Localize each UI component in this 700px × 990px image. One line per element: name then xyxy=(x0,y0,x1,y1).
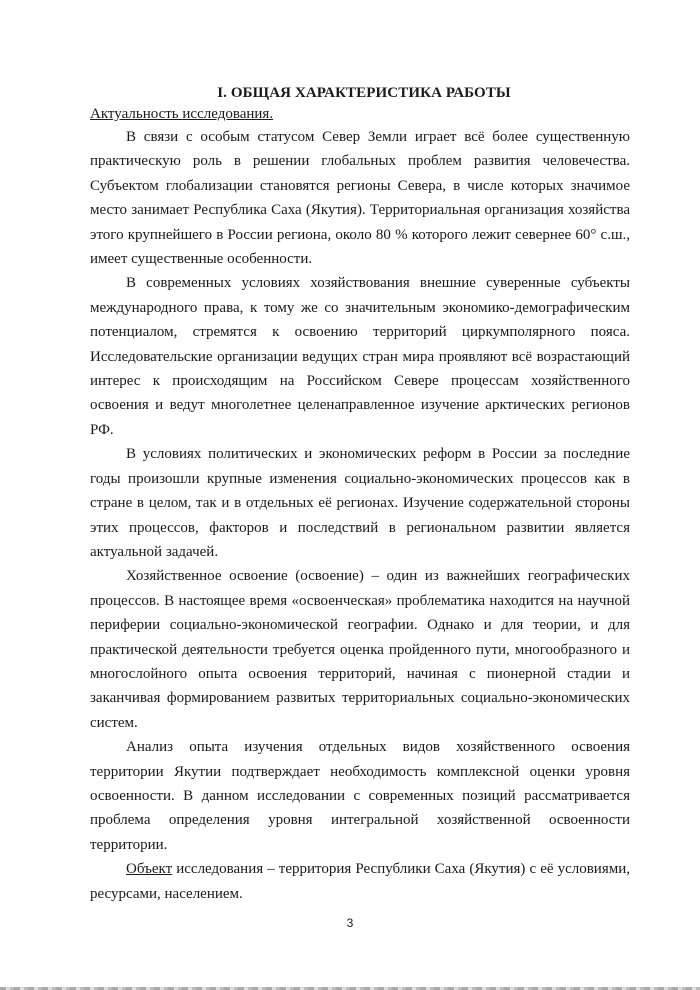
paragraph-1 xyxy=(90,125,630,271)
section-title: I. ОБЩАЯ ХАРАКТЕРИСТИКА РАБОТЫ xyxy=(217,85,511,101)
subheading-text: Актуальность исследования. xyxy=(90,106,274,122)
paragraph-3-text: В условиях политических и экономических реформ в России за последние годы произошли крупные изменения социально-экономических процессов как в стране в целом, так и в отдельных её регионах. Изучение содержательной стороны этих процессов, факторов и последствий в региональном развитии является актуальной задачей. xyxy=(90,446,630,560)
paragraph-4-text: Хозяйственное освоение (освоение) – один из важнейших географических процессов. В настоящее время «освоенческая» проблематика находится на научной периферии социально-экономической географии. Однако и для теории, и для практической деятельности требуется оценка пройденного пути, многообразного и многослойного опыта освоения территорий, начиная с пионерной стадии и заканчивая формированием развитых территориальных социально-экономических систем. xyxy=(90,568,630,731)
paragraph-2 xyxy=(90,271,630,442)
paragraph-6 xyxy=(90,857,630,906)
paragraph-4 xyxy=(90,564,630,735)
paragraph-3 xyxy=(90,442,630,564)
document-page xyxy=(90,83,630,906)
object-text: исследования – территория Республики Саха (Якутия) с её условиями, ресурсами, населением. xyxy=(90,861,630,902)
subheading xyxy=(90,103,630,125)
object-label: Объект xyxy=(126,861,173,878)
page-number: 3 xyxy=(346,916,354,930)
paragraph-2-text: В современных условиях хозяйствования внешние суверенные субъекты международного права, к тому же со значительным экономико-демографическим потенциалом, стремятся к освоению территорий циркумполярного пояса. Исследовательские организации ведущих стран мира проявляют всё возрастающий интерес к происходящим на Российском Севере процессам хозяйственного освоения и ведут многолетнее целенаправленное изучение арктических регионов РФ. xyxy=(90,275,630,438)
paragraph-1-text: В связи с особым статусом Север Земли играет всё более существенную практическую роль в решении глобальных проблем развития человечества. Субъектом глобализации становятся регионы Севера, в числе которых значимое место занимает Республика Саха (Якутия). Территориальная организация хозяйства этого крупнейшего в России региона, около 80 % которого лежит севернее 60° с.ш., имеет существенные особенности. xyxy=(90,129,630,268)
paragraph-5-text: Анализ опыта изучения отдельных видов хозяйственного освоения территории Якутии подтверждает необходимость комплексной оценки уровня освоенности. В данном исследовании с современных позиций рассматривается проблема определения уровня интегральной хозяйственной освоенности территории. xyxy=(90,739,630,853)
paragraph-5 xyxy=(90,735,630,857)
